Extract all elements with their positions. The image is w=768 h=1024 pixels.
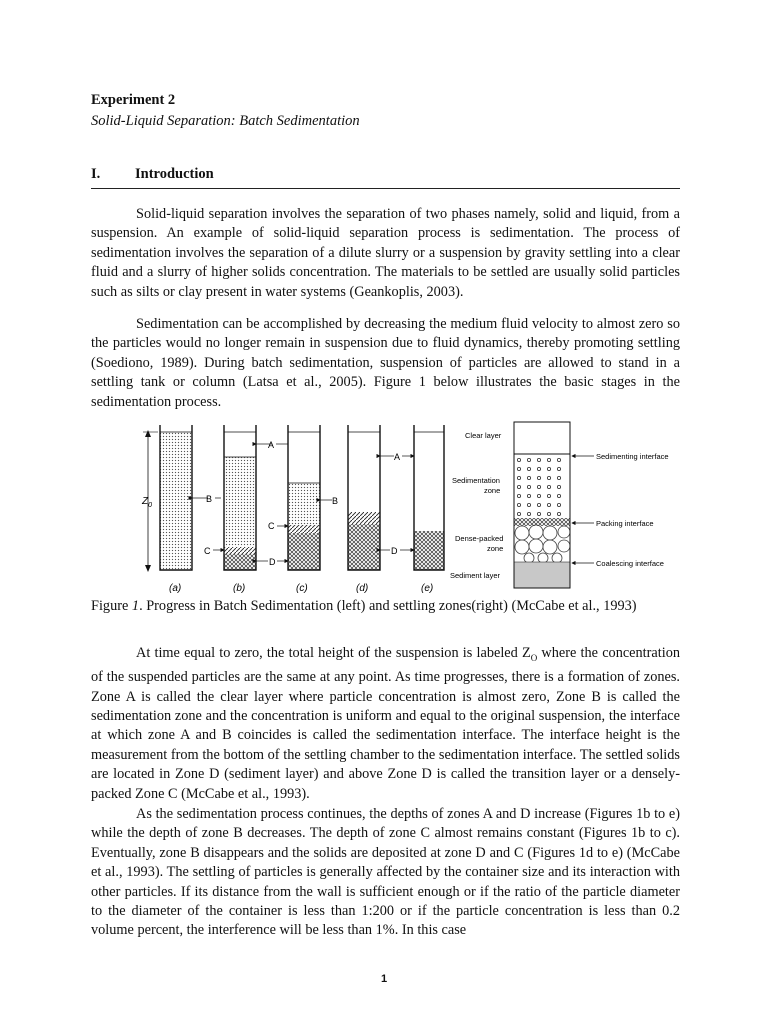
panel-label-b: (b) xyxy=(233,583,246,594)
section-number: I. xyxy=(91,166,101,182)
section-heading xyxy=(91,166,680,189)
figure-1 xyxy=(132,420,692,598)
panel-label-a: (a) xyxy=(169,583,182,594)
page-number: 1 xyxy=(380,973,388,985)
sedimenting-interface-label: Sedimenting interface xyxy=(596,452,669,461)
zone-d-label-d: D xyxy=(391,546,398,556)
caption-text: . Progress in Batch Sedimentation (left) and settling zones(right) (McCabe et al., 1993) xyxy=(139,598,637,614)
caption-prefix: Figure xyxy=(91,598,132,614)
panel-label-c: (c) xyxy=(296,583,308,594)
column-a xyxy=(160,425,221,570)
settling-zones-diagram xyxy=(450,422,669,588)
panel-labels xyxy=(169,583,433,594)
section-title: Introduction xyxy=(135,166,214,182)
zone-d-label-c: D xyxy=(269,557,276,567)
height-label: $Z_0$ xyxy=(142,496,153,509)
paragraph-2: Sedimentation can be accomplished by decreasing the medium fluid velocity to almost zero so the particles would no longer remain in suspension due to fluid dynamics, thereby promoting settling (Soediono, 1989). During batch sedimentation, suspension of particles are allowed to stand in a settling tank or column (Latsa et al., 2005). Figure 1 below illustrates the basic stages in the sedimentation process. xyxy=(91,316,680,410)
packing-interface-label: Packing interface xyxy=(596,519,654,528)
clear-layer-label: Clear layer xyxy=(465,431,502,440)
panel-label-d: (d) xyxy=(356,583,369,594)
sedimentation-zone-region xyxy=(514,454,570,518)
column-d xyxy=(348,425,414,570)
sediment-layer-label: Sediment layer xyxy=(450,571,501,580)
dense-packed-label: Dense-packed xyxy=(455,534,504,543)
caption-number: 1 xyxy=(131,598,140,614)
panel-label-e: (e) xyxy=(421,583,434,594)
packing-band xyxy=(514,518,570,526)
zone-b-label-c: B xyxy=(332,496,339,506)
figure-1-diagram xyxy=(132,420,692,598)
experiment-subtitle: Solid-Liquid Separation: Batch Sedimentation xyxy=(91,113,360,129)
sedimentation-zone-label-2: zone xyxy=(484,486,501,495)
paragraph-3: At time equal to zero, the total height of the suspension is labeled $Z_O$ where the concentration of the suspended particles are the same at any point. As time progresses, there is a formation of zones. Zone A is called the clear layer where particle concentration is almost zero, Zone B is called the sedimentation zone and the concentration is uniform and equal to the original suspension, the interface at which zone A and B coincides is called the sedimentation interface. The interface height is the measurement from the bottom of the settling chamber to the sedimentation interface. The settled solids are located in Zone D (sediment layer) and above Zone D is called the transition layer or a densely-packed Zone C (McCabe et al., 1993). xyxy=(91,645,680,802)
zone-b-label-a: B xyxy=(206,494,213,504)
sediment-layer-region xyxy=(514,562,570,588)
dense-packed-label-2: zone xyxy=(487,544,504,553)
column-e xyxy=(414,425,444,570)
coalescing-interface-label: Coalescing interface xyxy=(596,559,664,568)
experiment-title: Experiment 2 xyxy=(91,92,176,108)
paragraph-4: As the sedimentation process continues, the depths of zones A and D increase (Figures 1b to e) while the depth of zone B decreases. The depth of zone C almost remains constant (Figures 1b to c). Eventually, zone B disappears and the solids are deposited at zone D and C (Figures 1d to e) (McCabe et al., 1993). The settling of particles is generally affected by the container size and its interaction with other particles. If its distance from the wall is sufficient enough or if the ratio of the particle diameter to the diameter of the container is less than 1:200 or if the particle concentration is less than 0.2 volume percent, the interference will be less than 1%. In this case xyxy=(91,806,680,939)
paragraph-1: Solid-liquid separation involves the separation of two phases namely, solid and liquid, from a suspension. An example of solid-liquid separation process is sedimentation. The process of sedimentation involves the separation of a dilute slurry or a suspension by gravity settling into a clear fluid and a slurry of higher solids concentration. The materials to be settled are usually solid particles such as silts or clay present in water systems (Geankoplis, 2003). xyxy=(91,206,680,300)
zone-a-label-b: A xyxy=(268,440,275,450)
figure-caption xyxy=(91,598,691,615)
zone-c-label-b: C xyxy=(204,546,211,556)
sedimentation-zone-label: Sedimentation xyxy=(452,476,500,485)
column-b xyxy=(204,425,288,570)
zone-a-label-d: A xyxy=(394,452,401,462)
height-indicator xyxy=(141,430,158,572)
zone-c-label-c: C xyxy=(268,521,275,531)
